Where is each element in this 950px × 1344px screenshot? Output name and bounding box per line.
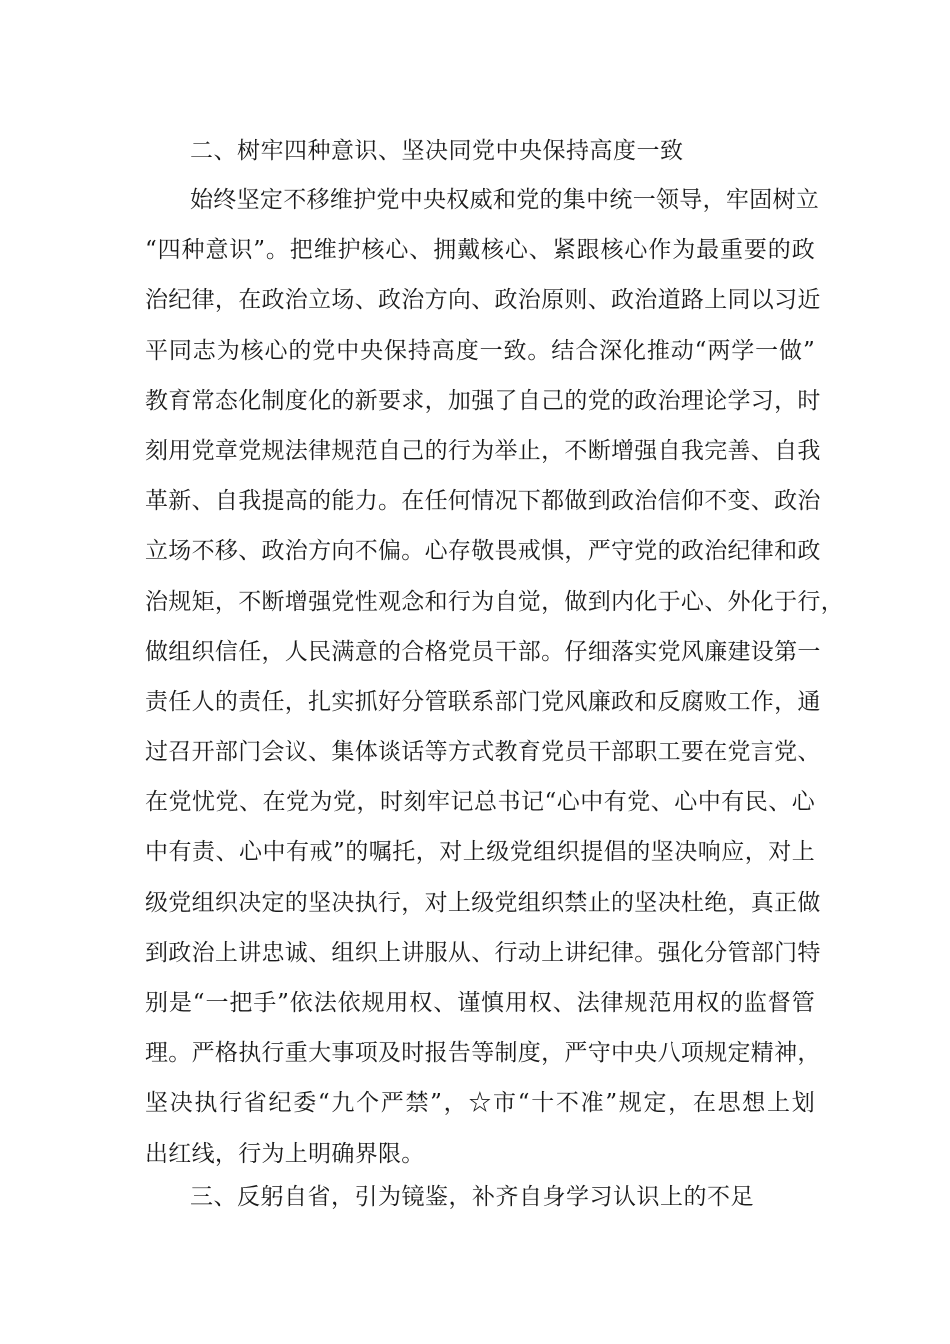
paragraph-line: 级党组织决定的坚决执行，对上级党组织禁止的坚决杜绝，真正做 <box>145 889 821 916</box>
paragraph-line: 出红线，行为上明确界限。 <box>145 1140 425 1167</box>
paragraph-line: 责任人的责任，扎实抓好分管联系部门党风廉政和反腐败工作，通 <box>145 688 821 715</box>
paragraph-line: 平同志为核心的党中央保持高度一致。结合深化推动“两学一做” <box>145 337 815 364</box>
paragraph-line: 坚决执行省纪委“九个严禁”，☆市“十不准”规定，在思想上划 <box>145 1090 815 1117</box>
paragraph-line: 治规矩，不断增强党性观念和行为自觉，做到内化于心、外化于行， <box>145 588 844 615</box>
paragraph-line: 革新、自我提高的能力。在任何情况下都做到政治信仰不变、政治 <box>145 488 821 515</box>
paragraph-line: 别是“一把手”依法依规用权、谨慎用权、法律规范用权的监督管 <box>145 990 815 1016</box>
paragraph-line: 立场不移、政治方向不偏。心存敬畏戒惧，严守党的政治纪律和政 <box>145 538 821 565</box>
paragraph-line: 中有责、心中有戒”的嘱托，对上级党组织提倡的坚决响应，对上 <box>145 839 815 866</box>
section-2-paragraph <box>145 185 844 1189</box>
section-3-heading: 三、反躬自省，引为镜鉴，补齐自身学习认识上的不足 <box>190 1184 754 1210</box>
paragraph-line: 教育常态化制度化的新要求，加强了自己的党的政治理论学习，时 <box>145 387 821 414</box>
paragraph-line: 理。严格执行重大事项及时报告等制度，严守中央八项规定精神， <box>145 1040 821 1067</box>
paragraph-line: 始终坚定不移维护党中央权威和党的集中统一领导，牢固树立 <box>190 187 820 213</box>
paragraph-line: 在党忧党、在党为党，时刻牢记总书记“心中有党、心中有民、心 <box>145 789 815 816</box>
paragraph-line: 过召开部门会议、集体谈话等方式教育党员干部职工要在党言党、 <box>145 739 821 766</box>
paragraph-line: 到政治上讲忠诚、组织上讲服从、行动上讲纪律。强化分管部门特 <box>145 939 821 966</box>
paragraph-line: 治纪律，在政治立场、政治方向、政治原则、政治道路上同以习近 <box>145 287 821 314</box>
paragraph-line: “四种意识”。把维护核心、拥戴核心、紧跟核心作为最重要的政 <box>145 237 815 264</box>
paragraph-line: 刻用党章党规法律规范自己的行为举止，不断增强自我完善、自我 <box>145 437 821 464</box>
section-2-heading: 二、树牢四种意识、坚决同党中央保持高度一致 <box>190 138 684 164</box>
paragraph-line: 做组织信任，人民满意的合格党员干部。仔细落实党风廉建设第一 <box>145 638 821 665</box>
